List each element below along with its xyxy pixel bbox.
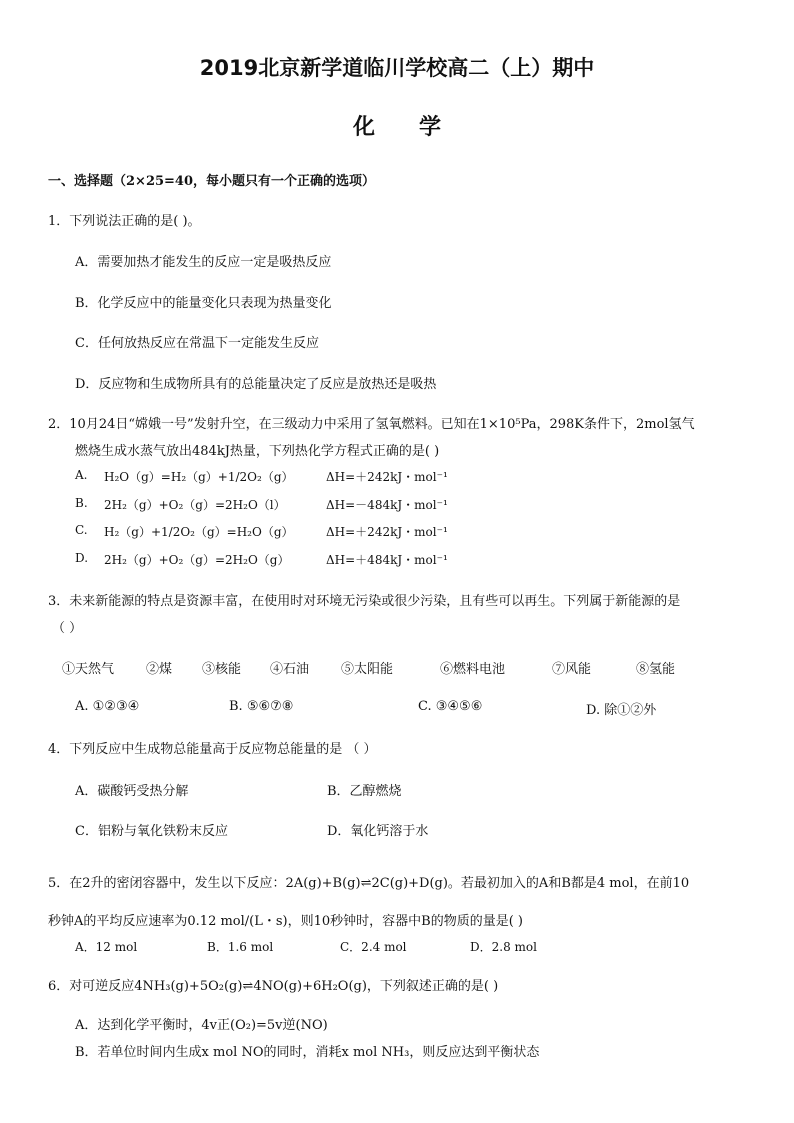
- question-2-option-a-equation: H₂O（g）=H₂（g）+1/2O₂（g）: [104, 470, 294, 484]
- question-5-stem-line2: 秒钟A的平均反应速率为0.12 mol/(L・s)，则10秒钟时，容器中B的物质的量是( ): [48, 914, 523, 929]
- question-3-item-4: ④石油: [270, 662, 310, 677]
- question-2-option-b-enthalpy: ΔH=－484kJ・mol⁻¹: [326, 498, 448, 512]
- question-3-stem-line2: （ ）: [52, 621, 83, 636]
- section-heading: 一、选择题（2×25=40，每小题只有一个正确的选项）: [48, 174, 376, 189]
- question-1-stem: 1．下列说法正确的是( )。: [48, 214, 201, 229]
- question-3-option-b: B. ⑤⑥⑦⑧: [229, 699, 294, 714]
- question-6-option-b: B．若单位时间内生成x mol NO的同时，消耗x mol NH₃，则反应达到平衡状态: [75, 1045, 540, 1060]
- question-1-option-a: A．需要加热才能发生的反应一定是吸热反应: [75, 255, 332, 270]
- page-title: 2019北京新学道临川学校高二（上）期中: [199, 56, 595, 80]
- question-3-option-a: A. ①②③④: [75, 699, 140, 714]
- question-3-stem-line1: 3．未来新能源的特点是资源丰富，在使用时对环境无污染或很少污染，且有些可以再生。下列属于新能源的是: [48, 594, 681, 609]
- question-3-item-6: ⑥燃料电池: [440, 662, 506, 677]
- question-3-item-7: ⑦风能: [552, 662, 592, 677]
- question-2-option-a-enthalpy: ΔH=＋242kJ・mol⁻¹: [326, 470, 448, 484]
- question-3-item-8: ⑧氢能: [636, 662, 676, 677]
- question-3-item-5: ⑤太阳能: [341, 662, 394, 677]
- question-2-option-b-label: B.: [75, 496, 88, 510]
- question-6-stem: 6．对可逆反应4NH₃(g)+5O₂(g)⇌4NO(g)+6H₂O(g)，下列叙述正确的是( ): [48, 979, 499, 994]
- question-2-stem-line2: 燃烧生成水蒸气放出484kJ热量，下列热化学方程式正确的是( ): [75, 444, 440, 459]
- question-2-option-a-label: A.: [75, 468, 88, 482]
- question-4-option-d: D．氧化钙溶于水: [327, 824, 429, 839]
- question-2-option-c-equation: H₂（g）+1/2O₂（g）=H₂O（g）: [104, 525, 294, 539]
- question-6-option-a: A．达到化学平衡时，4v正(O₂)=5v逆(NO): [75, 1018, 328, 1033]
- question-3-item-2: ②煤: [146, 662, 173, 677]
- question-5-option-d: D．2.8 mol: [470, 940, 537, 954]
- question-1-option-c: C．任何放热反应在常温下一定能发生反应: [75, 336, 319, 351]
- subject-title: 化 学: [352, 115, 441, 140]
- question-5-option-a: A．12 mol: [75, 940, 138, 954]
- question-5-option-b: B．1.6 mol: [207, 940, 274, 954]
- question-2-option-b-equation: 2H₂（g）+O₂（g）=2H₂O（l）: [104, 498, 286, 512]
- question-2-option-d-label: D.: [75, 551, 89, 565]
- question-5-stem-line1: 5．在2升的密闭容器中，发生以下反应：2A(g)+B(g)⇌2C(g)+D(g)。若最初加入的A和B都是4 mol，在前10: [48, 876, 690, 891]
- question-5-option-c: C．2.4 mol: [340, 940, 407, 954]
- question-2-option-c-label: C.: [75, 523, 88, 537]
- question-2-option-d-enthalpy: ΔH=＋484kJ・mol⁻¹: [326, 553, 448, 567]
- question-4-option-b: B．乙醇燃烧: [327, 784, 402, 799]
- question-4-option-c: C．铝粉与氧化铁粉末反应: [75, 824, 228, 839]
- question-1-option-d: D．反应物和生成物所具有的总能量决定了反应是放热还是吸热: [75, 377, 437, 392]
- question-3-item-3: ③核能: [202, 662, 242, 677]
- question-2-stem-line1: 2．10月24日“嫦娥一号”发射升空，在三级动力中采用了氢氧燃料。已知在1×10⁵Pa，298K条件下，2mol氢气: [48, 417, 695, 432]
- question-3-option-d: D. 除①②外: [586, 703, 657, 718]
- question-4-option-a: A．碳酸钙受热分解: [75, 784, 189, 799]
- question-3-item-1: ①天然气: [62, 662, 115, 677]
- question-2-option-d-equation: 2H₂（g）+O₂（g）=2H₂O（g）: [104, 553, 290, 567]
- question-4-stem: 4．下列反应中生成物总能量高于反应物总能量的是 （ ）: [48, 742, 377, 757]
- question-1-option-b: B．化学反应中的能量变化只表现为热量变化: [75, 296, 332, 311]
- question-3-option-c: C. ③④⑤⑥: [418, 699, 483, 714]
- question-2-option-c-enthalpy: ΔH=＋242kJ・mol⁻¹: [326, 525, 448, 539]
